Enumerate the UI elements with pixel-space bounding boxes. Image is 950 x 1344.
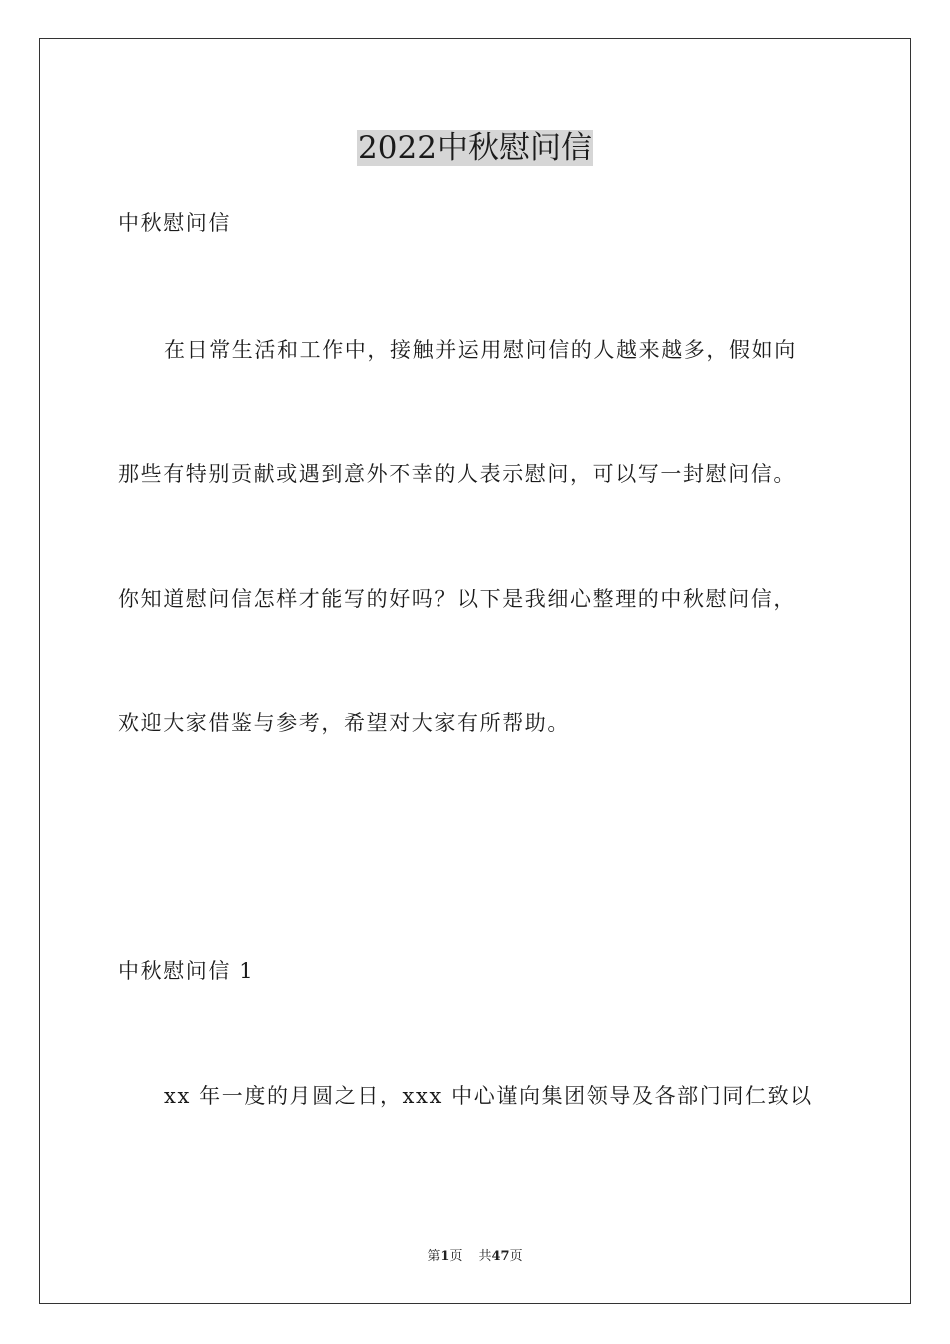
page-prefix: 第 bbox=[427, 1249, 441, 1264]
paragraph-line-1: 在日常生活和工作中，接触并运用慰问信的人越来越多，假如向 bbox=[164, 338, 797, 362]
page-suffix: 页 bbox=[449, 1249, 463, 1264]
paragraph-line-3: 你知道慰问信怎样才能写的好吗？以下是我细心整理的中秋慰问信， bbox=[118, 587, 796, 611]
total-pages: 47 bbox=[491, 1249, 510, 1264]
page-number: 1 bbox=[440, 1249, 450, 1264]
total-prefix: 共 bbox=[478, 1249, 492, 1264]
paragraph-line-2: 那些有特别贡献或遇到意外不幸的人表示慰问，可以写一封慰问信。 bbox=[118, 462, 796, 486]
section-heading: 中秋慰问信 1 bbox=[118, 959, 255, 983]
document-title bbox=[0, 126, 950, 170]
document-heading: 中秋慰问信 bbox=[118, 211, 231, 235]
total-suffix: 页 bbox=[509, 1249, 523, 1264]
page-footer bbox=[0, 1248, 950, 1266]
paragraph-line-4: 欢迎大家借鉴与参考，希望对大家有所帮助。 bbox=[118, 711, 570, 735]
document-title-text: 2022中秋慰问信 bbox=[358, 130, 592, 166]
section-line-1: xx 年一度的月圆之日，xxx 中心谨向集团领导及各部门同仁致以 bbox=[164, 1084, 813, 1108]
